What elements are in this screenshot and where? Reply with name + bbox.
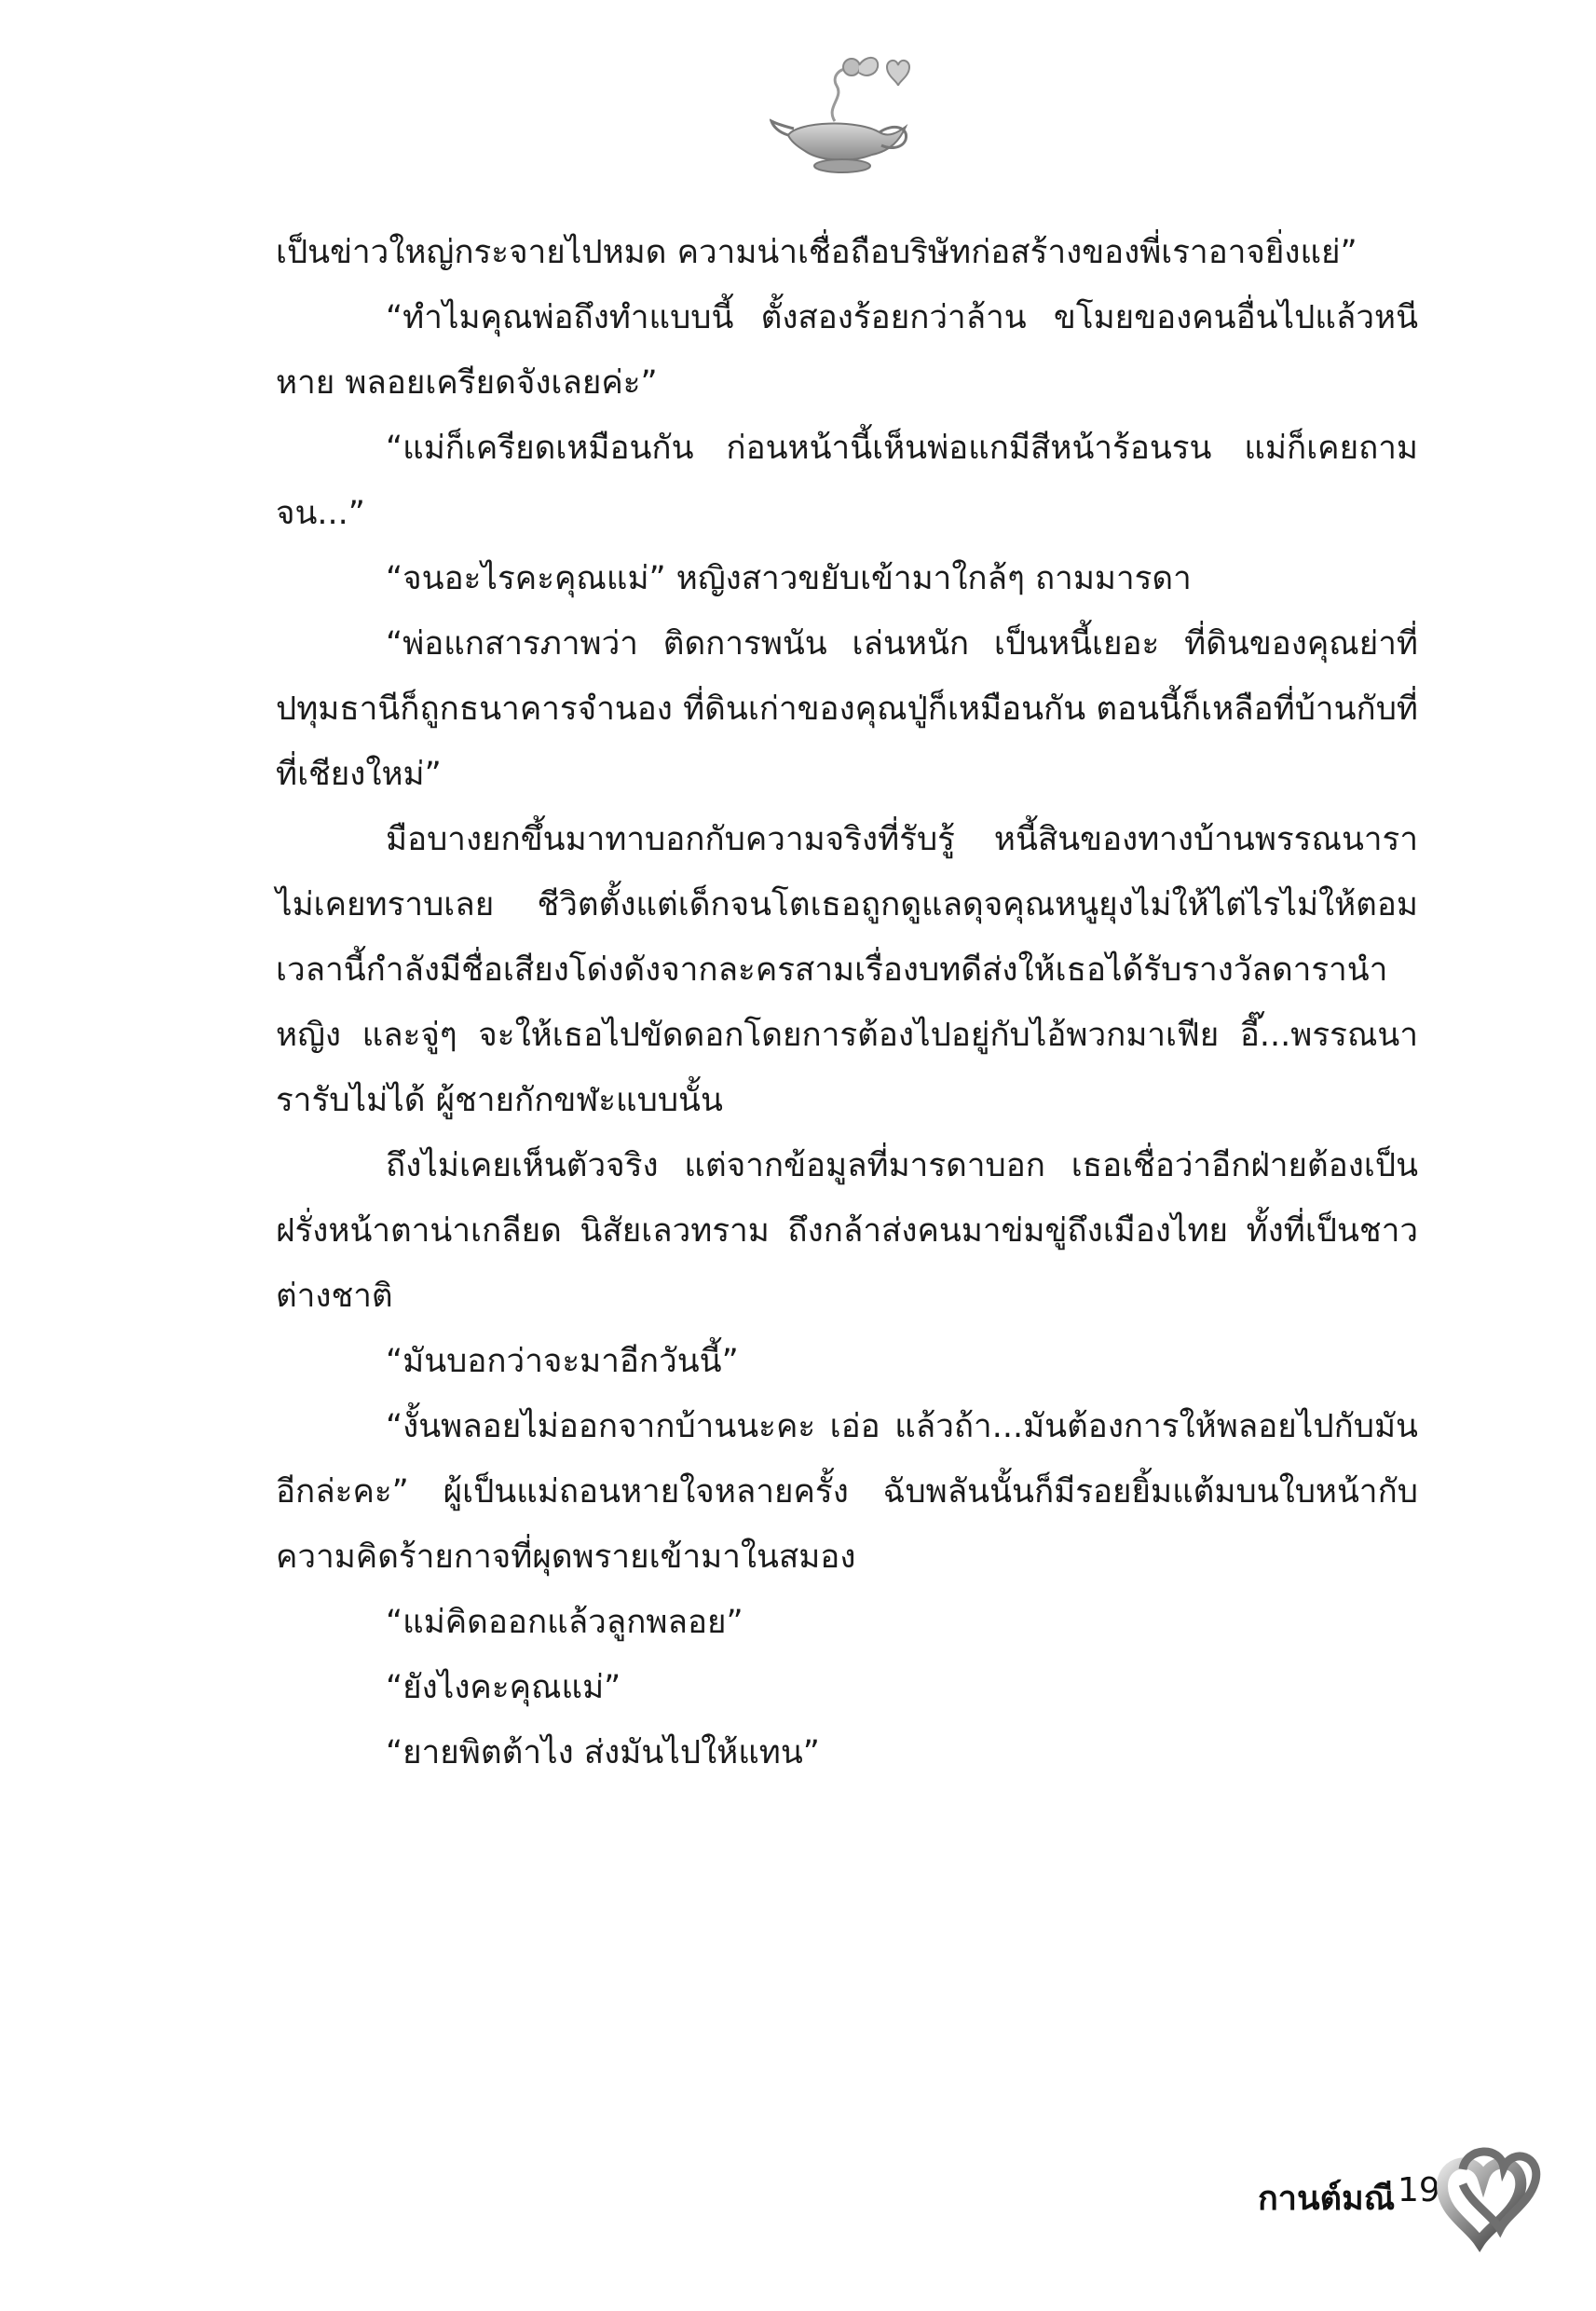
paragraph: “ยังไงคะคุณแม่” — [386, 1669, 621, 1706]
paragraph: “จนอะไรคะคุณแม่” หญิงสาวขยับเข้ามาใกล้ๆ ถามมารดา — [386, 560, 1192, 597]
interlocked-hearts-icon — [1414, 2132, 1545, 2253]
paragraph: “แม่ก็เครียดเหมือนกัน ก่อนหน้านี้เห็นพ่อแกมีสีหน้าร้อนรน แม่ก็เคยถาม จน...” — [276, 430, 1418, 532]
cupid-genie-lamp-icon — [770, 47, 919, 186]
paragraph: “ยายพิตต้าไง ส่งมันไปให้แทน” — [386, 1734, 820, 1771]
paragraph: “งั้นพลอยไม่ออกจากบ้านนะคะ เอ่อ แล้วถ้า...มันต้องการให้พลอยไปกับมันอีกล่ะคะ” ผู้เป็นแม่ถอนหายใจหลายครั้ง ฉับพลันนั้นก็มีรอยยิ้มแต้มบนใบหน้ากับความคิดร้ายกาจที่ผุดพรายเข้ามาในสมอง — [276, 1408, 1418, 1576]
page-number: 19 — [1398, 2171, 1440, 2209]
paragraph: “แม่คิดออกแล้วลูกพลอย” — [386, 1604, 743, 1641]
page-footer — [1118, 2134, 1547, 2264]
paragraph: มือบางยกขึ้นมาทาบอกกับความจริงที่รับรู้ หนี้สินของทางบ้านพรรณนาราไม่เคยทราบเลย ชีวิตตั้งแต่เด็กจนโตเธอถูกดูแลดุจคุณหนูยุงไม่ให้ไต่ไรไม่ให้ตอม เวลานี้กำลังมีชื่อเสียงโด่งดังจากละครสามเรื่องบทดีส่งให้เธอได้รับรางวัลดารานำหญิง และจู่ๆ จะให้เธอไปขัดดอกโดยการต้องไปอยู่กับไอ้พวกมาเฟีย อี๊...พรรณนารารับไม่ได้ ผู้ชายกักขฬะแบบนั้น — [276, 821, 1418, 1119]
book-title: กานต์มณี — [1258, 2180, 1396, 2218]
paragraph: “มันบอกว่าจะมาอีกวันนี้” — [386, 1343, 739, 1380]
paragraph: “ทำไมคุณพ่อถึงทำแบบนี้ ตั้งสองร้อยกว่าล้าน ขโมยของคนอื่นไปแล้วหนีหาย พลอยเครียดจังเลยค่ะ” — [276, 299, 1418, 402]
paragraph: “พ่อแกสารภาพว่า ติดการพนัน เล่นหนัก เป็นหนี้เยอะ ที่ดินของคุณย่าที่ปทุมธานีก็ถูกธนาคารจำนอง ที่ดินเก่าของคุณปู่ก็เหมือนกัน ตอนนี้ก็เหลือที่บ้านกับที่ที่เชียงใหม่” — [276, 625, 1418, 793]
paragraph: ถึงไม่เคยเห็นตัวจริง แต่จากข้อมูลที่มารดาบอก เธอเชื่อว่าอีกฝ่ายต้องเป็นฝรั่งหน้าตาน่าเกลียด นิสัยเลวทราม ถึงกล้าส่งคนมาข่มขู่ถึงเมืองไทย ทั้งที่เป็นชาวต่างชาติ — [276, 1147, 1418, 1315]
story-text — [276, 220, 1418, 1785]
paragraph: เป็นข่าวใหญ่กระจายไปหมด ความน่าเชื่อถือบริษัทก่อสร้างของพี่เราอาจยิ่งแย่” — [276, 234, 1357, 271]
